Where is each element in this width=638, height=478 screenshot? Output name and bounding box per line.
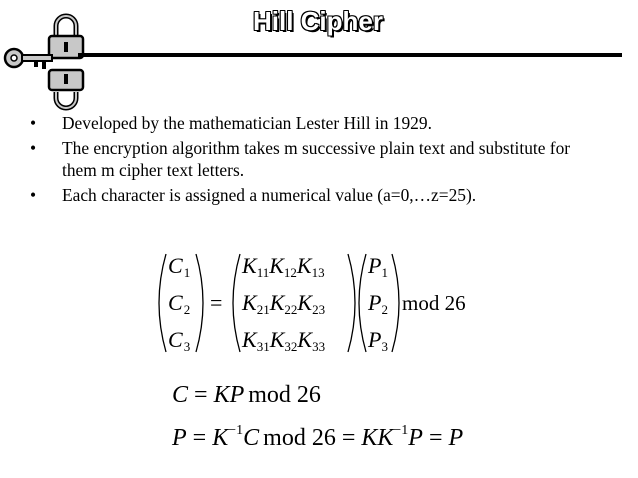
c-vector-entry: C1 [168,253,191,280]
bullet-text: Developed by the mathematician Lester Hill in 1929. [62,113,432,133]
slide-title: Hill Cipher [252,6,383,36]
k-matrix-row: K31K32K33 [242,327,326,354]
formula-encrypt: C = KP mod 26 [172,382,321,408]
equals-sign: = [210,290,223,315]
p-vector-entry: P3 [368,327,388,354]
c-vector [168,253,190,354]
k-matrix-right-paren [348,254,355,352]
k-matrix [241,253,325,354]
p-vector-entry: P1 [368,253,388,280]
bullet-marker: • [30,113,37,133]
c-vector-left-paren [159,254,166,352]
k-matrix-row: K11K12K13 [242,253,325,280]
p-vector [367,253,388,354]
p-vector-entry: P2 [368,290,388,317]
bullet-text: The encryption algorithm takes m successive plain text and substitute for them m cipher text letters. [62,138,571,180]
p-vector-left-paren [359,254,366,352]
c-vector-right-paren [196,254,203,352]
c-vector-entry: C2 [168,290,191,317]
formula-decrypt: $P = K^{-1}C$ mod $26 = KK^{-1}P = P$ [172,423,464,451]
p-vector-right-paren [392,254,399,352]
matrix-modulus: mod 26 [402,291,466,315]
bullet-marker: • [30,185,37,205]
bullet-marker: • [30,138,37,158]
c-vector-entry: C3 [168,327,191,354]
k-matrix-left-paren [233,254,240,352]
bullet-text: Each character is assigned a numerical value (a=0,…z=25). [62,185,477,205]
k-matrix-row: K21K22K23 [242,290,326,317]
